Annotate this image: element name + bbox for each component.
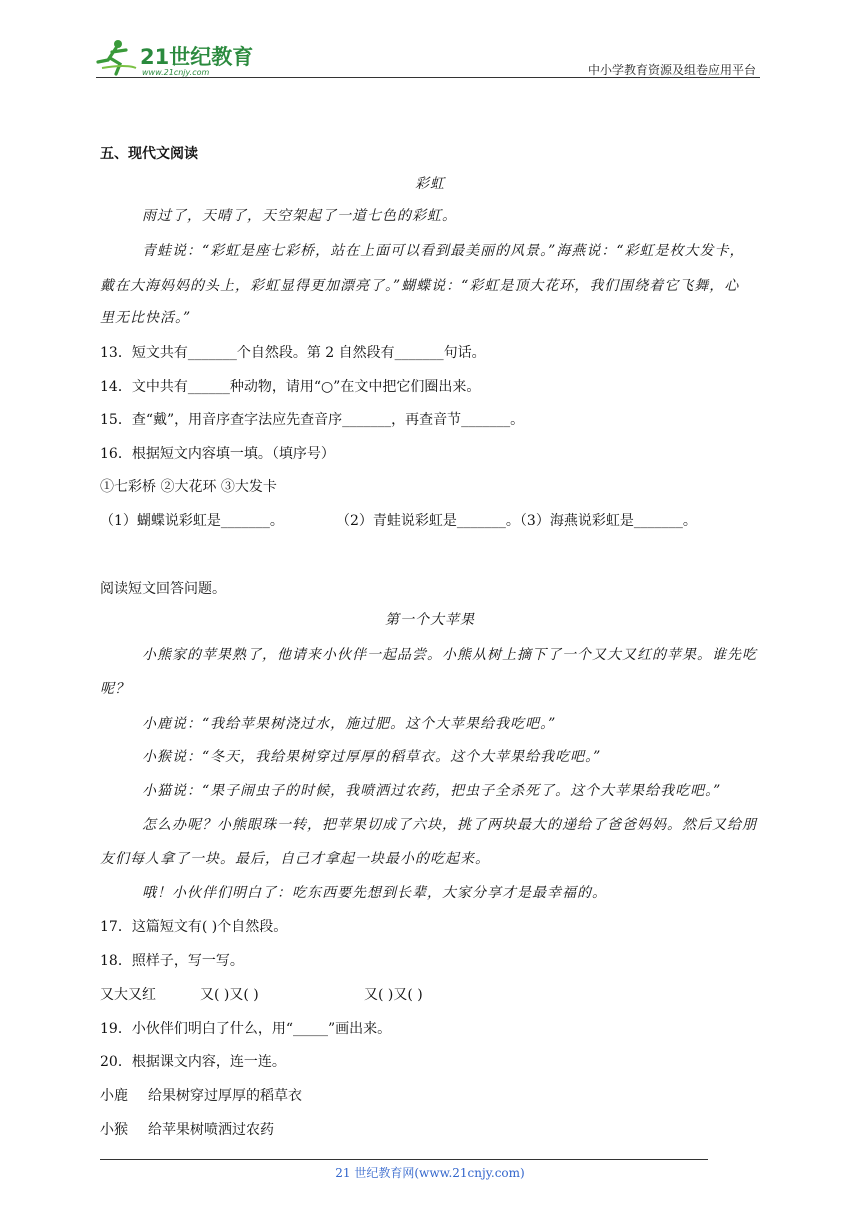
passage2-paragraph1-line1: 小熊家的苹果熟了，他请来小伙伴一起品尝。小熊从树上摘下了一个又大又红的苹果。谁先吃: [142, 647, 757, 663]
platform-name: 中小学教育资源及组卷应用平台: [587, 63, 756, 77]
question-16-part1: （1）蝴蝶说彩虹是_______。: [100, 513, 284, 529]
question-13: 13．短文共有_______个自然段。第 2 自然段有_______句话。: [100, 345, 486, 361]
section2-intro: 阅读短文回答问题。: [100, 581, 226, 597]
passage2-title: 第一个大苹果: [385, 612, 475, 628]
passage1-paragraph1: 雨过了，天晴了，天空架起了一道七色的彩虹。: [142, 208, 457, 224]
question-20-row1-text: 给果树穿过厚厚的稻草衣: [148, 1088, 302, 1104]
site-logo: [96, 38, 266, 78]
section-heading: 五、现代文阅读: [100, 146, 198, 162]
question-16-part2-3: （2）青蛙说彩虹是_______。（3）海燕说彩虹是_______。: [336, 513, 697, 529]
question-18-blank2: 又( )又( ): [364, 987, 423, 1003]
passage1-paragraph2-line1: 青蛙说：“彩虹是座七彩桥，站在上面可以看到最美丽的风景。”海燕说：“彩虹是枚大发卡，: [142, 243, 745, 259]
question-16-options: ①七彩桥 ②大花环 ③大发卡: [100, 479, 277, 495]
passage2-paragraph4: 小猫说：“果子闹虫子的时候，我喷洒过农药，把虫子全杀死了。这个大苹果给我吃吧。”: [142, 783, 722, 799]
passage2-paragraph5-line2: 友们每人拿了一块。最后，自己才拿起一块最小的吃起来。: [100, 851, 490, 867]
passage1-paragraph2-line3: 里无比快活。”: [100, 310, 192, 326]
runner-icon: [98, 40, 136, 74]
header-divider: [96, 77, 760, 78]
passage2-paragraph5-line1: 怎么办呢？小熊眼珠一转，把苹果切成了六块，挑了两块最大的递给了爸爸妈妈。然后又给朋: [142, 817, 757, 833]
question-15: 15．查“戴”，用音序查字法应先查音序_______，再查音节_______。: [100, 412, 525, 428]
passage2-paragraph3: 小猴说：“冬天，我给果树穿过厚厚的稻草衣。这个大苹果给我吃吧。”: [142, 749, 602, 765]
question-18-blank1: 又( )又( ): [200, 987, 259, 1003]
logo-url: www.21cnjy.com: [142, 68, 210, 77]
question-14: 14．文中共有______种动物，请用“○”在文中把它们圈出来。: [100, 379, 481, 395]
passage2-paragraph1-line2: 呢？: [100, 681, 130, 697]
passage2-paragraph6: 哦！小伙伴们明白了：吃东西要先想到长辈，大家分享才是最幸福的。: [142, 885, 607, 901]
footer-divider: [100, 1159, 708, 1160]
question-19: 19．小伙伴们明白了什么，用“_____”画出来。: [100, 1021, 392, 1037]
question-17: 17．这篇短文有( )个自然段。: [100, 919, 288, 935]
question-18: 18．照样子，写一写。: [100, 953, 244, 969]
question-20-row1-name: 小鹿: [100, 1088, 128, 1104]
passage2-paragraph2: 小鹿说：“我给苹果树浇过水，施过肥。这个大苹果给我吃吧。”: [142, 716, 557, 732]
question-18-example: 又大又红: [100, 987, 156, 1003]
footer-link[interactable]: 21 世纪教育网(www.21cnjy.com): [335, 1166, 525, 1180]
question-20-row2-text: 给苹果树喷洒过农药: [148, 1122, 274, 1138]
passage1-title: 彩虹: [415, 176, 445, 192]
question-16: 16．根据短文内容填一填。（填序号）: [100, 446, 335, 462]
logo-text: 21世纪教育: [140, 45, 254, 69]
passage1-paragraph2-line2: 戴在大海妈妈的头上，彩虹显得更加漂亮了。”蝴蝶说：“彩虹是顶大花环，我们围绕着它飞舞，心: [100, 278, 740, 294]
question-20: 20．根据课文内容，连一连。: [100, 1054, 286, 1070]
question-20-row2-name: 小猴: [100, 1122, 128, 1138]
